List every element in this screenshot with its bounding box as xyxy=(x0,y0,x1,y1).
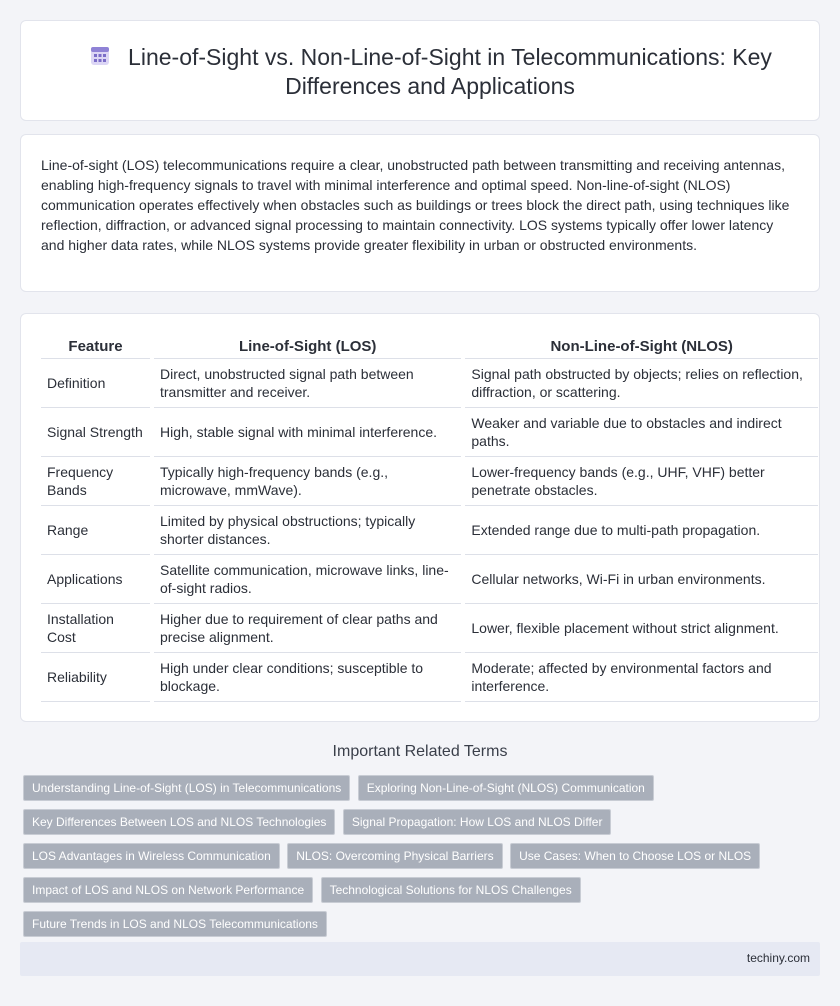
row-feature: Signal Strength xyxy=(41,408,152,457)
row-los: Satellite communication, microwave links, line-of-sight radios. xyxy=(152,555,463,604)
header-feature: Feature xyxy=(41,334,152,359)
related-term-tag[interactable]: Exploring Non-Line-of-Sight (NLOS) Communication xyxy=(358,775,654,801)
header-nlos: Non-Line-of-Sight (NLOS) xyxy=(463,334,818,359)
row-nlos: Lower-frequency bands (e.g., UHF, VHF) better penetrate obstacles. xyxy=(463,457,818,506)
table-row xyxy=(41,457,818,506)
related-term-tag[interactable]: Use Cases: When to Choose LOS or NLOS xyxy=(510,843,760,869)
comparison-table-card xyxy=(20,313,820,722)
related-terms-heading: Important Related Terms xyxy=(332,743,508,760)
related-term-tag[interactable]: Key Differences Between LOS and NLOS Technologies xyxy=(23,809,335,835)
table-row xyxy=(41,408,818,457)
related-terms-list xyxy=(23,775,783,945)
row-nlos: Weaker and variable due to obstacles and indirect paths. xyxy=(463,408,818,457)
related-term-tag[interactable]: Understanding Line-of-Sight (LOS) in Telecommunications xyxy=(23,775,350,801)
page-title-text: Line-of-Sight vs. Non-Line-of-Sight in Telecommunications: Key Differences and Applications xyxy=(128,44,772,99)
calendar-grid-icon xyxy=(88,44,112,68)
row-nlos: Cellular networks, Wi-Fi in urban environments. xyxy=(463,555,818,604)
row-nlos: Signal path obstructed by objects; relies on reflection, diffraction, or scattering. xyxy=(463,359,818,408)
table-row xyxy=(41,653,818,702)
related-term-tag[interactable]: LOS Advantages in Wireless Communication xyxy=(23,843,280,869)
comparison-table xyxy=(41,334,818,702)
row-los: High, stable signal with minimal interference. xyxy=(152,408,463,457)
intro-paragraph: Line-of-sight (LOS) telecommunications require a clear, unobstructed path between transmitting and receiving antennas, enabling high-frequency signals to travel with minimal interference and optimal speed. Non-line-of-sight (NLOS) communication operates effectively when obstacles such as buildings or trees block the direct path, using techniques like reflection, diffraction, or advanced signal processing to maintain connectivity. LOS systems typically offer lower latency and higher data rates, while NLOS systems provide greater flexibility in urban or obstructed environments. xyxy=(41,157,790,253)
footer-site-link[interactable]: techiny.com xyxy=(746,951,810,965)
related-term-tag[interactable]: Impact of LOS and NLOS on Network Performance xyxy=(23,877,313,903)
table-row xyxy=(41,604,818,653)
related-term-tag[interactable]: Future Trends in LOS and NLOS Telecommunications xyxy=(23,911,327,937)
header-card xyxy=(20,20,820,121)
row-feature: Frequency Bands xyxy=(41,457,152,506)
row-feature: Installation Cost xyxy=(41,604,152,653)
table-row xyxy=(41,359,818,408)
related-term-tag[interactable]: Signal Propagation: How LOS and NLOS Differ xyxy=(343,809,612,835)
footer xyxy=(20,942,820,976)
table-row xyxy=(41,506,818,555)
related-term-tag[interactable]: Technological Solutions for NLOS Challenges xyxy=(321,877,581,903)
row-feature: Applications xyxy=(41,555,152,604)
row-los: Higher due to requirement of clear paths and precise alignment. xyxy=(152,604,463,653)
header-los: Line-of-Sight (LOS) xyxy=(152,334,463,359)
row-los: Direct, unobstructed signal path between transmitter and receiver. xyxy=(152,359,463,408)
row-nlos: Lower, flexible placement without strict alignment. xyxy=(463,604,818,653)
related-term-tag[interactable]: NLOS: Overcoming Physical Barriers xyxy=(287,843,502,869)
row-los: High under clear conditions; susceptible to blockage. xyxy=(152,653,463,702)
row-nlos: Extended range due to multi-path propagation. xyxy=(463,506,818,555)
table-header-row xyxy=(41,334,818,359)
table-row xyxy=(41,555,818,604)
row-nlos: Moderate; affected by environmental factors and interference. xyxy=(463,653,818,702)
row-los: Typically high-frequency bands (e.g., microwave, mmWave). xyxy=(152,457,463,506)
row-feature: Definition xyxy=(41,359,152,408)
page-title xyxy=(61,43,799,101)
row-feature: Range xyxy=(41,506,152,555)
row-los: Limited by physical obstructions; typically shorter distances. xyxy=(152,506,463,555)
intro-card xyxy=(20,134,820,292)
row-feature: Reliability xyxy=(41,653,152,702)
